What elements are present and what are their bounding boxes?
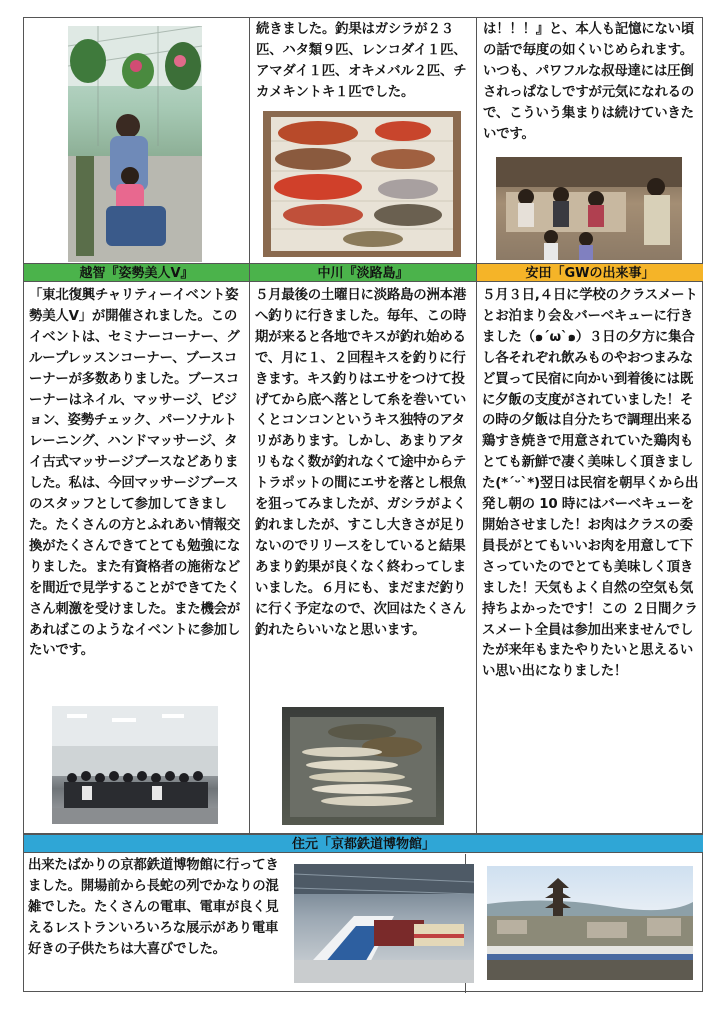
header-nakagawa: 中川『淡路島』 xyxy=(250,263,476,282)
column-divider xyxy=(476,18,477,833)
ochi-article-text: 「東北復興チャリティーイベント姿勢美人Ⅴ」が開催されました。このイベントは、セミナーコーナー、グループレッスンコーナー、ブースコーナーが多数ありました。ブースコーナーはネイル、マッサージ、ピジョン、姿勢チェック、パーソナルトレーニング、ハンドマッサージ、タイ古式マッサージブースなどありました。私は、今回マッサージブースのスタッフとして参加してきました。たくさんの方とふれあい情報交換がたくさんできてとても勉強になりました。また有資格者の施術などを間近で見学することができてたくさん刺激を受けました。また機会があればこのようなイベントに参加したいです。 xyxy=(29,288,241,659)
railway-museum-photo xyxy=(294,864,474,983)
event-group-photo xyxy=(52,706,218,824)
yasuda-article-text: ５月３日,４日に学校のクラスメートとお泊まり会＆バーベキューに行きました（๑´ω`๑）３日の夕方に集合し各それぞれ飲みものやおつまみなど買って民宿に向かい到着後には既に夕飯の支度がされていました！その時の夕飯は自分たちで調理出来る鶏すき焼きで用意されていた鶏肉もとても新鮮で凄く美味しく頂きました(*´ᵕ`*)翌日は民宿を朝早くから出発し朝の 10 時にはバーベキューを開始させました！お肉はクラスの委員長がとてもいいお肉を用意して下さっていたのでとても美味しく頂きました！天気もよく自然の空気も気持ちよかったです！この ２日間クラスメート全員は参加出来ませんでしたが来年もまたやりたいと思えるいい思い出になりました！ xyxy=(482,288,699,680)
sumimoto-article-text: 出来たばかりの京都鉄道博物館に行ってきました。開場前から長蛇の列でかなりの混雑でした。たくさんの電車、電車が良く見えるレストランいろいろな展示があり電車好きの子供たちは大喜びでした。 xyxy=(28,858,279,957)
column-divider xyxy=(249,18,250,833)
railway-museum-illustration xyxy=(294,864,474,983)
event-group-illustration xyxy=(52,706,218,824)
kisu-fish-illustration xyxy=(282,707,444,825)
header-sumimoto: 住元「京都鉄道博物館」 xyxy=(24,834,703,853)
fishing-result-text: 続きました。釣果はガシラが２３匹、ハタ類９匹、レンコダイ１匹、アマダイ１匹、オキメバル２匹、チカメキントキ１匹でした。 xyxy=(256,22,467,100)
newsletter-grid xyxy=(23,17,703,992)
fish-catch-illustration xyxy=(263,111,461,257)
gw-family-text: は！！！』と、本人も記憶にない頃の話で毎度の如くいじめられます。いつも、パワフルな叔母達には圧倒されっぱなしですが元気になれるので、こういう集まりは続けていきたいです。 xyxy=(483,22,695,142)
family-gathering-photo xyxy=(496,157,682,260)
nakagawa-article-text: ５月最後の土曜日に淡路島の洲本港へ釣りに行きました。毎年、この時期が来ると各地でキスが釣れ始めるで、月に１、２回程キスを釣りに行きます。キス釣りはエサをつけて投げてから底へ落として糸を巻いていくとコンコンというキス独特のアタリがあります。しかし、あまりアタリもなく数が釣れなくて途中からテトラポットの間にエサを落とし根魚を狙ってみましたが、ガシラがよく釣れましたが、すこし大きさが足りないのでリリースをしていると結果あまり釣果が良くなく終わってしまいました。６月にも、まだまだ釣りに行く予定なので、次回はたくさん釣れたらいいなと思います。 xyxy=(255,288,467,638)
family-gathering-illustration xyxy=(496,157,682,260)
greenhouse-photo-illustration xyxy=(68,26,202,262)
header-ochi: 越智『姿勢美人Ⅴ』 xyxy=(24,263,249,282)
header-yasuda: 安田「GWの出来事」 xyxy=(477,263,703,282)
kyoto-station-photo xyxy=(487,866,693,980)
fish-catch-photo xyxy=(263,111,461,257)
kisu-fish-photo xyxy=(282,707,444,825)
kyoto-station-illustration xyxy=(487,866,693,980)
greenhouse-photo xyxy=(68,26,202,262)
